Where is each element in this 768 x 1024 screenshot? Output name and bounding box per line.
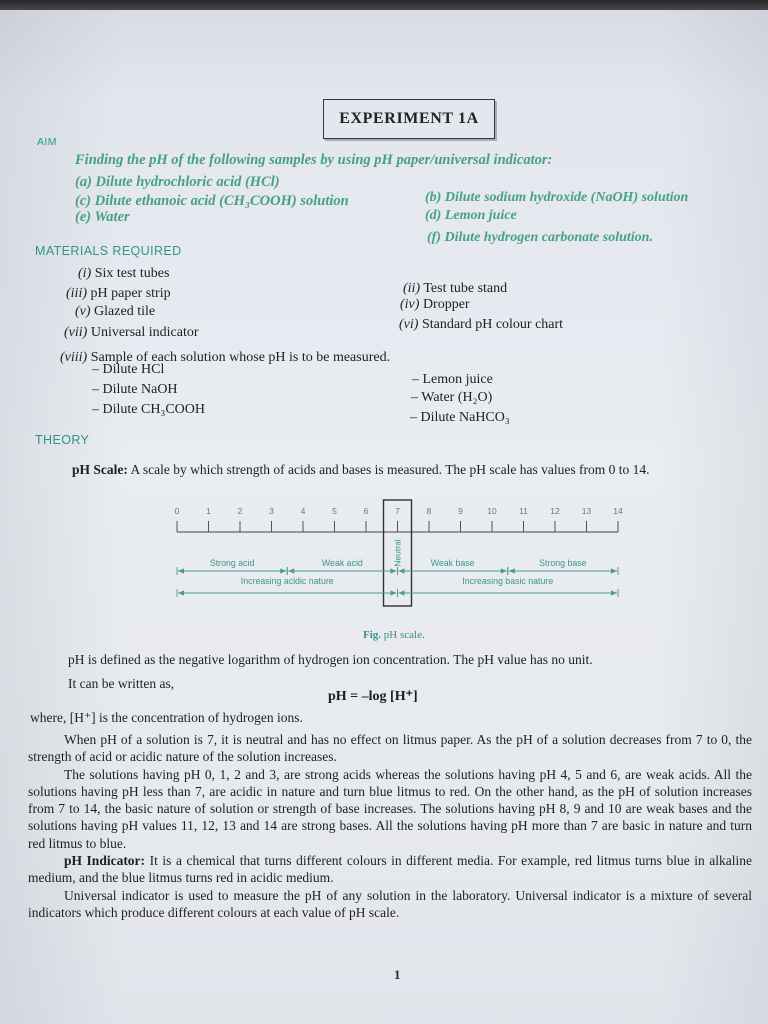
band-label: Increasing acidic nature [240,576,334,586]
scale-number-12: 12 [550,506,560,516]
arrowhead-right [611,590,617,595]
figure-caption [363,626,425,644]
aim-sample-text: Water [94,209,130,225]
arrowhead-left [178,590,184,595]
scale-number-0: 0 [174,506,180,516]
scale-ticks [177,521,618,532]
aim-sample-label: (c) [75,193,92,209]
arrow-segment [177,576,398,597]
figure-caption-label: Fig. [363,629,382,641]
scale-number-1: 1 [206,506,211,516]
material-label: (vii) [64,325,88,340]
ph-definition: pH is defined as the negative logarithm of hydrogen ion concentration. The pH value has no unit. [68,652,593,667]
arrow-segment [398,558,508,575]
arrowhead-left [178,568,184,573]
scale-number-11: 11 [519,506,528,516]
material-text: Universal indicator [90,325,199,340]
aim-heading: AIM [37,136,57,148]
solution-lemon-juice: – Lemon juice [412,372,493,387]
aim-sample-text: Lemon juice [444,208,517,223]
arrowhead-left [288,568,294,573]
material-label: (vi) [399,317,419,332]
material-text: pH paper strip [90,286,171,301]
textbook-page [0,10,768,1024]
ph-indicator-term: pH Indicator: [64,853,146,869]
arrowhead-left [509,568,515,573]
solution-dilute-hcl: – Dilute HCl [92,362,165,377]
paragraph-acids-bases: The solutions having pH 0, 1, 2 and 3, are strong acids whereas the solutions having pH 4, 5 and 6, are weak acids. All the solutions having pH less than 7, are acidic in nature and turn blue litmus to red. On the other hand, as the pH of solution increases from 7 to 14, the basic nature of solution or strength of base increases. The solutions having pH 8, 9 and 10 are weak bases and the solutions having pH values 11, 12, 13 and 14 are strong bases. All the solutions having pH more than 7 are basic in nature and turn red litmus to blue. [28,766,752,851]
arrowhead-right [501,568,507,573]
solution-dilute-ethanoic: – Dilute CH₃COOH [92,402,205,417]
theory-heading: THEORY [35,433,90,447]
scale-number-6: 6 [363,506,369,516]
aim-sample-b [425,189,688,207]
scale-number-8: 8 [426,506,432,516]
scale-number-4: 4 [300,506,306,516]
band-label: Strong acid [209,558,255,568]
material-text: Test tube stand [423,281,508,296]
aim-sample-label: (e) [75,209,92,225]
material-item-7 [64,324,199,342]
page-number: 1 [394,967,401,982]
experiment-title: EXPERIMENT 1A [339,110,479,127]
arrow-segment [287,558,397,575]
material-item-6 [399,316,563,334]
material-label: (viii) [60,350,88,365]
scale-number-9: 9 [458,506,463,516]
scale-number-14: 14 [613,506,623,516]
ph-indicator-text: It is a chemical that turns different colours in different media. For example, red litmus turns blue in alkaline medium, and the blue litmus turns red in acidic medium. [28,853,752,886]
band-label: Weak base [430,558,475,568]
material-label: (ii) [403,281,421,296]
scale-number-13: 13 [581,506,592,516]
material-text: Sample of each solution whose pH is to be measured. [90,350,391,365]
ph-formula: pH = –log [H⁺] [328,689,418,704]
aim-sample-text: Dilute hydrogen carbonate solution. [444,230,653,245]
material-label: (i) [78,266,92,281]
material-label: (iv) [400,297,420,312]
scale-number-10: 10 [487,506,497,516]
aim-sample-text: Dilute sodium hydroxide (NaOH) solution [444,190,689,205]
aim-sample-d [425,207,517,225]
material-item-4 [400,296,470,314]
ph-scale-definition [72,461,650,479]
aim-sample-f [427,229,653,247]
arrowhead-right [280,568,286,573]
paragraph-neutral-ph: When pH of a solution is 7, it is neutral and has no effect on litmus paper. As the pH of a solution decreases from 7 to 0, the strength of acid or acidic nature of the solution increases. [28,732,752,765]
solution-water: – Water (H₂O) [411,390,493,405]
material-text: Standard pH colour chart [421,317,564,332]
aim-intro: Finding the pH of the following samples by using pH paper/universal indicator: [75,152,553,168]
aim-sample-text: Dilute hydrochloric acid (HCl) [95,174,280,190]
material-text: Six test tubes [94,266,170,281]
aim-sample-e [75,208,130,226]
ph-scale-text: A scale by which strength of acids and bases is measured. The pH scale has values from 0 to 14. [130,462,650,477]
arrowhead-left [399,590,405,595]
band-label: Strong base [539,558,587,568]
photo-top-edge [0,0,768,10]
arrowhead-right [391,590,397,595]
theory-paragraphs [28,731,752,921]
arrowhead-right [611,568,617,573]
experiment-title-box [323,99,495,139]
paragraph-ph-indicator [28,852,752,887]
material-label: (iii) [66,286,87,301]
scale-number-3: 3 [269,506,274,516]
formula-where: where, [H⁺] is the concentration of hydrogen ions. [30,710,303,725]
material-text: Glazed tile [94,304,156,319]
aim-sample-label: (a) [75,174,92,190]
arrow-segment [508,558,618,575]
material-item-3 [66,285,171,303]
paragraph-universal-indicator: Universal indicator is used to measure the pH of any solution in the laboratory. Universal indicator is a mixture of several indicators which produce different colours at each value of pH scale. [28,887,752,920]
figure-caption-text: pH scale. [383,629,425,641]
neutral-label: Neutral [392,539,403,567]
band-label: Increasing basic nature [462,576,554,586]
arrowhead-right [391,568,397,573]
materials-heading: MATERIALS REQUIRED [35,244,182,258]
material-label: (v) [75,304,91,319]
material-text: Dropper [422,297,470,312]
aim-sample-label: (d) [425,208,442,223]
aim-sample-a [75,173,280,191]
arrowhead-left [399,568,405,573]
ph-scale-term: pH Scale: [72,462,128,477]
solution-dilute-nahco3: – Dilute NaHCO₃ [410,410,510,425]
ph-scale-figure [165,498,635,610]
scale-number-5: 5 [332,506,337,516]
aim-sample-text: Dilute ethanoic acid (CH₃COOH) solution [94,193,349,209]
scale-number-2: 2 [237,506,243,516]
arrow-segment [177,558,287,575]
material-item-5 [75,303,155,321]
aim-sample-label: (f) [427,230,441,245]
scale-number-7: 7 [395,506,400,516]
material-item-1 [78,265,169,283]
written-as: It can be written as, [68,676,175,691]
scale-numbers [175,506,623,516]
arrow-segment [398,576,619,597]
aim-sample-label: (b) [425,190,442,205]
band-label: Weak acid [321,558,363,568]
solution-dilute-naoh: – Dilute NaOH [92,382,178,397]
